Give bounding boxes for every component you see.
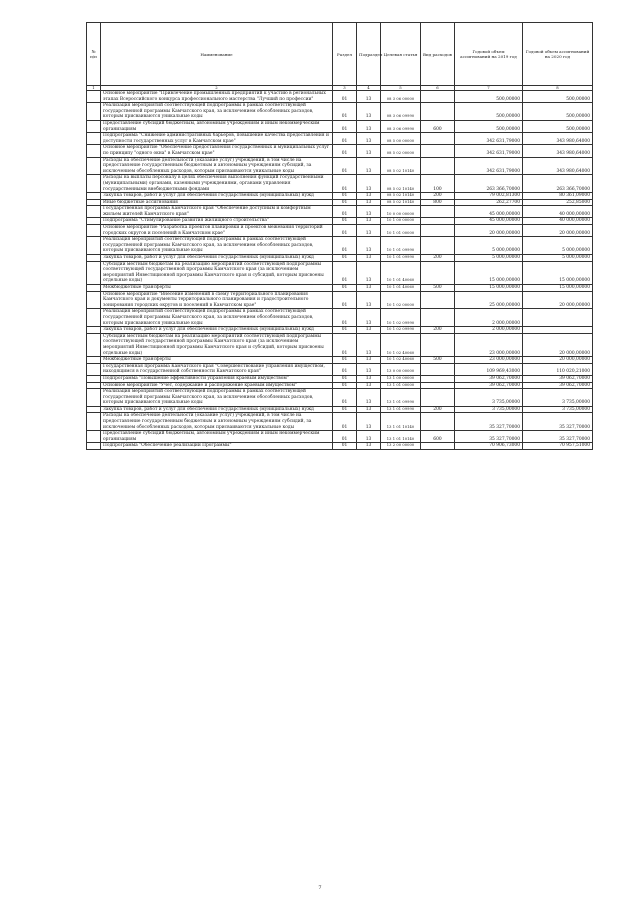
row-expense-type-cell: 500: [421, 357, 455, 364]
row-number-cell: [87, 431, 101, 443]
row-amount-2019-cell: 15 000,00000: [455, 285, 523, 292]
row-expense-type-cell: [421, 333, 455, 356]
row-target-item-cell: 10 1 01 40060: [381, 285, 421, 292]
page-number: 7: [318, 885, 322, 891]
row-section-cell: 01: [333, 285, 357, 292]
row-amount-2019-cell: 45 000,00000: [455, 218, 523, 225]
row-target-item-cell: 10 1 01 00000: [381, 225, 421, 237]
row-expense-type-cell: [421, 206, 455, 218]
column-number: 7: [455, 86, 523, 91]
row-section-cell: 01: [333, 406, 357, 413]
row-number-cell: [87, 309, 101, 327]
header-target-item: Целевая статья: [381, 23, 421, 86]
row-subsection-cell: 13: [357, 103, 381, 121]
row-section-cell: 01: [333, 363, 357, 375]
column-number: 1: [87, 86, 101, 91]
row-subsection-cell: 13: [357, 309, 381, 327]
row-amount-2020-cell: 110 020,21000: [523, 363, 593, 375]
row-subsection-cell: 13: [357, 133, 381, 145]
row-name-cell: Основное мероприятие "Обеспечение предоставления государственных и муниципальных услуг по принципу "одного окна" в Камчатском крае": [101, 145, 333, 157]
row-subsection-cell: 13: [357, 431, 381, 443]
header-subsection: Подраздел: [357, 23, 381, 86]
row-amount-2019-cell: 25 000,00000: [455, 291, 523, 309]
row-amount-2020-cell: 5 000,00000: [523, 255, 593, 262]
row-target-item-cell: 13 0 00 00000: [381, 363, 421, 375]
row-amount-2019-cell: 500,00000: [455, 103, 523, 121]
row-name-cell: Основное мероприятие "Внесение изменений в схему территориального планирования Камчатского края и документы территориального планирования и градостроительного зонирования городских округов и поселений в Камчатском крае": [101, 291, 333, 309]
row-target-item-cell: 10 1 01 40060: [381, 261, 421, 284]
row-number-cell: [87, 261, 101, 284]
row-name-cell: Реализация мероприятий соответствующей подпрограммы в рамках соответствующей государственной программы Камчатского края, за исключением обособленных расходов, которым присваиваются уникальные коды: [101, 309, 333, 327]
row-number-cell: [87, 443, 101, 450]
row-target-item-cell: 08 5 00 00000: [381, 133, 421, 145]
row-amount-2019-cell: 342 631,79000: [455, 157, 523, 175]
table-row: [87, 255, 593, 262]
row-name-cell: Подпрограмма "Снижение административных барьеров, повышение качества предоставления и доступности государственных услуг в Камчатском крае": [101, 133, 333, 145]
row-expense-type-cell: [421, 375, 455, 382]
column-number: 6: [421, 86, 455, 91]
row-name-cell: Расходы на обеспечение деятельности (оказание услуг) учреждений, в том числе на предоставление государственным бюджетным и автономным учреждениям субсидий, за исключением обособленных расходов, которым присваиваются уникальные коды: [101, 157, 333, 175]
row-amount-2020-cell: 3 735,00000: [523, 406, 593, 413]
column-number: 2: [101, 86, 333, 91]
row-number-cell: [87, 145, 101, 157]
row-expense-type-cell: [421, 145, 455, 157]
row-section-cell: 01: [333, 218, 357, 225]
row-amount-2019-cell: 23 000,00000: [455, 357, 523, 364]
row-number-cell: [87, 91, 101, 103]
row-section-cell: 01: [333, 103, 357, 121]
row-target-item-cell: 10 1 00 00000: [381, 218, 421, 225]
row-target-item-cell: 10 1 02 09990: [381, 309, 421, 327]
row-expense-type-cell: [421, 133, 455, 145]
row-subsection-cell: 13: [357, 255, 381, 262]
row-expense-type-cell: [421, 291, 455, 309]
row-target-item-cell: 08 5 02 10140: [381, 199, 421, 206]
row-expense-type-cell: 200: [421, 327, 455, 334]
row-section-cell: 01: [333, 357, 357, 364]
row-target-item-cell: 13 1 01 10140: [381, 431, 421, 443]
row-number-cell: [87, 406, 101, 413]
row-number-cell: [87, 133, 101, 145]
table-row: [87, 382, 593, 389]
row-section-cell: 01: [333, 145, 357, 157]
row-amount-2020-cell: 20 000,00000: [523, 333, 593, 356]
row-name-cell: Реализация мероприятий соответствующей подпрограммы в рамках соответствующей государственной программы Камчатского края, за исключением обособленных расходов, которым присваиваются уникальные коды: [101, 103, 333, 121]
table-row: [87, 357, 593, 364]
row-section-cell: 01: [333, 175, 357, 193]
row-subsection-cell: 13: [357, 120, 381, 132]
row-number-cell: [87, 255, 101, 262]
header-num: № п/п: [87, 23, 101, 86]
row-expense-type-cell: 800: [421, 199, 455, 206]
table-row: [87, 431, 593, 443]
row-subsection-cell: 13: [357, 413, 381, 431]
table-row: [87, 333, 593, 356]
row-section-cell: 01: [333, 91, 357, 103]
row-subsection-cell: 13: [357, 375, 381, 382]
row-amount-2020-cell: 35 327,70000: [523, 431, 593, 443]
row-amount-2019-cell: 262,27700: [455, 199, 523, 206]
row-section-cell: 01: [333, 237, 357, 255]
row-subsection-cell: 13: [357, 91, 381, 103]
row-number-cell: [87, 193, 101, 200]
row-amount-2019-cell: 500,00000: [455, 91, 523, 103]
row-amount-2020-cell: 20 000,00000: [523, 225, 593, 237]
row-amount-2020-cell: 80 361,09000: [523, 193, 593, 200]
row-number-cell: [87, 175, 101, 193]
row-target-item-cell: 10 1 02 09990: [381, 327, 421, 334]
row-section-cell: 01: [333, 133, 357, 145]
row-amount-2019-cell: 39 062,70000: [455, 375, 523, 382]
row-subsection-cell: 13: [357, 443, 381, 450]
table-row: [87, 443, 593, 450]
row-amount-2019-cell: 20 000,00000: [455, 225, 523, 237]
row-name-cell: Закупка товаров, работ и услуг для обеспечения государственных (муниципальных) нужд: [101, 193, 333, 200]
row-amount-2020-cell: 15 000,00000: [523, 285, 593, 292]
row-expense-type-cell: [421, 157, 455, 175]
header-amount-2019: Годовой объем ассигнований на 2019 год: [455, 23, 523, 86]
row-name-cell: Расходы на выплаты персоналу в целях обеспечения выполнения функций государственными (муниципальными) органами, казенными учреждениями, органами управления государственными внебюджетными фондами: [101, 175, 333, 193]
row-target-item-cell: 08 3 06 00000: [381, 91, 421, 103]
row-subsection-cell: 13: [357, 225, 381, 237]
row-amount-2019-cell: 39 062,70000: [455, 382, 523, 389]
row-number-cell: [87, 375, 101, 382]
row-number-cell: [87, 389, 101, 407]
row-amount-2019-cell: 35 327,70000: [455, 431, 523, 443]
table-row: [87, 218, 593, 225]
row-amount-2020-cell: 252,85000: [523, 199, 593, 206]
row-amount-2019-cell: 2 000,00000: [455, 327, 523, 334]
row-expense-type-cell: [421, 363, 455, 375]
row-amount-2020-cell: 39 062,70000: [523, 375, 593, 382]
row-name-cell: Подпрограмма "Обеспечение реализации Программы": [101, 443, 333, 450]
row-amount-2020-cell: 20 000,00000: [523, 291, 593, 309]
row-name-cell: Субсидии местным бюджетам на реализацию мероприятий соответствующей подпрограммы соответствующей государственной программы Камчатского края (за исключением мероприятий Инвестиционной программы Камчатского края и субсидий, которым присвоены отдельные коды): [101, 261, 333, 284]
row-amount-2019-cell: 15 000,00000: [455, 261, 523, 284]
row-section-cell: 01: [333, 382, 357, 389]
row-expense-type-cell: 200: [421, 406, 455, 413]
row-target-item-cell: 10 1 02 00000: [381, 291, 421, 309]
table-row: [87, 193, 593, 200]
row-name-cell: Реализация мероприятий соответствующей подпрограммы в рамках соответствующей государственной программы Камчатского края, за исключением обособленных расходов, которым присваиваются уникальные коды: [101, 389, 333, 407]
row-amount-2019-cell: 263 366,70000: [455, 175, 523, 193]
row-target-item-cell: 13 2 00 00000: [381, 443, 421, 450]
table-row: [87, 91, 593, 103]
row-number-cell: [87, 285, 101, 292]
row-subsection-cell: 13: [357, 175, 381, 193]
row-target-item-cell: 13 1 01 00000: [381, 382, 421, 389]
row-number-cell: [87, 199, 101, 206]
row-amount-2020-cell: 500,00000: [523, 103, 593, 121]
row-section-cell: 01: [333, 333, 357, 356]
column-number: 8: [523, 86, 593, 91]
row-target-item-cell: 10 0 00 00000: [381, 206, 421, 218]
row-expense-type-cell: [421, 103, 455, 121]
row-number-cell: [87, 363, 101, 375]
row-name-cell: Реализация мероприятий соответствующей подпрограммы в рамках соответствующей государственной программы Камчатского края, за исключением обособленных расходов, которым присваиваются уникальные коды: [101, 237, 333, 255]
row-name-cell: Закупка товаров, работ и услуг для обеспечения государственных (муниципальных) нужд: [101, 255, 333, 262]
row-amount-2020-cell: 343 980,64000: [523, 133, 593, 145]
row-subsection-cell: 13: [357, 261, 381, 284]
row-target-item-cell: 10 1 01 09990: [381, 255, 421, 262]
column-number: 4: [357, 86, 381, 91]
table-row: [87, 309, 593, 327]
row-number-cell: [87, 382, 101, 389]
row-expense-type-cell: 600: [421, 431, 455, 443]
row-target-item-cell: 13 1 01 09990: [381, 406, 421, 413]
row-expense-type-cell: [421, 309, 455, 327]
row-number-cell: [87, 333, 101, 356]
table-row: [87, 327, 593, 334]
row-expense-type-cell: [421, 91, 455, 103]
row-expense-type-cell: [421, 261, 455, 284]
row-target-item-cell: 10 1 01 09990: [381, 237, 421, 255]
row-subsection-cell: 13: [357, 333, 381, 356]
row-subsection-cell: 13: [357, 145, 381, 157]
row-name-cell: Подпрограмма "Стимулирование развития жилищного строительства": [101, 218, 333, 225]
table-row: [87, 120, 593, 132]
table-row: [87, 291, 593, 309]
row-amount-2019-cell: 500,00000: [455, 120, 523, 132]
row-target-item-cell: 13 1 01 09990: [381, 389, 421, 407]
header-section: Раздел: [333, 23, 357, 86]
table-body: [87, 91, 593, 450]
row-amount-2020-cell: 500,00000: [523, 91, 593, 103]
row-section-cell: 01: [333, 206, 357, 218]
row-amount-2020-cell: 15 000,00000: [523, 261, 593, 284]
row-target-item-cell: 08 3 06 09990: [381, 103, 421, 121]
row-name-cell: Закупка товаров, работ и услуг для обеспечения государственных (муниципальных) нужд: [101, 327, 333, 334]
table-row: [87, 225, 593, 237]
row-section-cell: 01: [333, 431, 357, 443]
table-row: [87, 175, 593, 193]
header-row: [87, 23, 593, 86]
row-name-cell: Субсидии местным бюджетам на реализацию мероприятий соответствующей подпрограммы соответствующей государственной программы Камчатского края (за исключением мероприятий Инвестиционной программы Камчатского края и субсидий, которым присвоены отдельные коды): [101, 333, 333, 356]
row-amount-2019-cell: 3 735,00000: [455, 406, 523, 413]
row-name-cell: Межбюджетные трансферты: [101, 285, 333, 292]
row-section-cell: 01: [333, 120, 357, 132]
row-subsection-cell: 13: [357, 363, 381, 375]
row-number-cell: [87, 157, 101, 175]
row-expense-type-cell: [421, 225, 455, 237]
row-name-cell: Основное мероприятие "Учет, содержание и распоряжение краевым имуществом": [101, 382, 333, 389]
row-target-item-cell: 10 1 02 40060: [381, 357, 421, 364]
row-expense-type-cell: [421, 413, 455, 431]
row-subsection-cell: 13: [357, 237, 381, 255]
row-section-cell: 01: [333, 309, 357, 327]
row-target-item-cell: 08 5 02 10140: [381, 175, 421, 193]
row-subsection-cell: 13: [357, 406, 381, 413]
table-row: [87, 157, 593, 175]
row-section-cell: 01: [333, 199, 357, 206]
row-expense-type-cell: 600: [421, 120, 455, 132]
row-subsection-cell: 13: [357, 193, 381, 200]
table-row: [87, 206, 593, 218]
row-amount-2019-cell: 342 631,79000: [455, 145, 523, 157]
column-number: 3: [333, 86, 357, 91]
row-name-cell: Основное мероприятие "Разработка проектов планировки и проектов межевания территорий городских округов и поселений в Камчатском крае": [101, 225, 333, 237]
row-subsection-cell: 13: [357, 206, 381, 218]
table-row: [87, 285, 593, 292]
row-amount-2019-cell: 35 327,70000: [455, 413, 523, 431]
row-expense-type-cell: [421, 237, 455, 255]
column-number: 5: [381, 86, 421, 91]
row-subsection-cell: 13: [357, 382, 381, 389]
row-name-cell: Предоставление субсидий бюджетным, автономным учреждениям и иным некоммерческим организациям: [101, 431, 333, 443]
row-expense-type-cell: 200: [421, 255, 455, 262]
row-number-cell: [87, 206, 101, 218]
row-subsection-cell: 13: [357, 199, 381, 206]
row-amount-2020-cell: 3 735,00000: [523, 389, 593, 407]
row-target-item-cell: 10 1 02 40060: [381, 333, 421, 356]
row-expense-type-cell: 200: [421, 193, 455, 200]
row-amount-2019-cell: 70 906,73000: [455, 443, 523, 450]
row-subsection-cell: 13: [357, 357, 381, 364]
row-name-cell: Расходы на обеспечение деятельности (оказание услуг) учреждений, в том числе на предоставление государственным бюджетным и автономным учреждениям субсидий, за исключением обособленных расходов, которым присваиваются уникальные коды: [101, 413, 333, 431]
row-target-item-cell: 08 5 02 10140: [381, 193, 421, 200]
row-amount-2020-cell: 343 980,64000: [523, 157, 593, 175]
row-name-cell: Закупка товаров, работ и услуг для обеспечения государственных (муниципальных) нужд: [101, 406, 333, 413]
row-subsection-cell: 13: [357, 291, 381, 309]
table-row: [87, 199, 593, 206]
table-row: [87, 413, 593, 431]
row-amount-2020-cell: 20 000,00000: [523, 357, 593, 364]
row-expense-type-cell: [421, 443, 455, 450]
row-amount-2020-cell: 263 366,70000: [523, 175, 593, 193]
row-number-cell: [87, 225, 101, 237]
row-expense-type-cell: [421, 382, 455, 389]
table-row: [87, 389, 593, 407]
header-expense-type: Вид расходов: [421, 23, 455, 86]
row-target-item-cell: 08 5 02 00000: [381, 145, 421, 157]
row-section-cell: 01: [333, 291, 357, 309]
row-name-cell: Межбюджетные трансферты: [101, 357, 333, 364]
row-section-cell: 01: [333, 389, 357, 407]
row-amount-2019-cell: 3 735,00000: [455, 389, 523, 407]
row-section-cell: 01: [333, 327, 357, 334]
row-number-cell: [87, 357, 101, 364]
row-section-cell: 01: [333, 375, 357, 382]
row-amount-2020-cell: [523, 327, 593, 334]
row-amount-2020-cell: 35 327,70000: [523, 413, 593, 431]
row-name-cell: Основное мероприятие "Привлечение промышленных предприятий к участию в региональных этапах Всероссийского конкурса профессионального мастерства "Лучший по профессии": [101, 91, 333, 103]
table-row: [87, 363, 593, 375]
row-amount-2019-cell: 342 631,79000: [455, 133, 523, 145]
row-amount-2020-cell: 40 000,00000: [523, 206, 593, 218]
row-amount-2019-cell: 23 000,00000: [455, 333, 523, 356]
row-section-cell: 01: [333, 157, 357, 175]
row-expense-type-cell: [421, 218, 455, 225]
row-amount-2019-cell: 79 002,81300: [455, 193, 523, 200]
row-expense-type-cell: 100: [421, 175, 455, 193]
row-section-cell: 01: [333, 261, 357, 284]
row-target-item-cell: 08 3 06 09990: [381, 120, 421, 132]
table-row: [87, 133, 593, 145]
row-amount-2020-cell: 40 000,00000: [523, 218, 593, 225]
row-subsection-cell: 13: [357, 285, 381, 292]
row-expense-type-cell: 500: [421, 285, 455, 292]
table-row: [87, 237, 593, 255]
row-amount-2019-cell: 2 000,00000: [455, 309, 523, 327]
row-target-item-cell: 13 1 01 10140: [381, 413, 421, 431]
header-amount-2020: Годовой объем ассигнований на 2020 год: [523, 23, 593, 86]
row-number-cell: [87, 291, 101, 309]
row-subsection-cell: 13: [357, 327, 381, 334]
row-number-cell: [87, 218, 101, 225]
table-row: [87, 145, 593, 157]
row-amount-2020-cell: 39 062,70000: [523, 382, 593, 389]
row-amount-2020-cell: 5 000,00000: [523, 237, 593, 255]
budget-table: [86, 22, 593, 450]
header-name: Наименование: [101, 23, 333, 86]
row-name-cell: Государственная программа Камчатского края "Совершенствование управления имуществом, находящимся в государственной собственности Камчатского края": [101, 363, 333, 375]
row-subsection-cell: 13: [357, 218, 381, 225]
row-subsection-cell: 13: [357, 389, 381, 407]
row-target-item-cell: 13 1 00 00000: [381, 375, 421, 382]
row-number-cell: [87, 120, 101, 132]
row-number-cell: [87, 413, 101, 431]
row-section-cell: 01: [333, 193, 357, 200]
row-name-cell: Государственная программа Камчатского края "Обеспечение доступным и комфортным жильем жителей Камчатского края": [101, 206, 333, 218]
row-amount-2020-cell: 70 957,51000: [523, 443, 593, 450]
row-amount-2020-cell: 343 980,64000: [523, 145, 593, 157]
row-number-cell: [87, 327, 101, 334]
row-amount-2019-cell: 5 000,00000: [455, 255, 523, 262]
row-section-cell: 01: [333, 225, 357, 237]
table-row: [87, 261, 593, 284]
table-row: [87, 103, 593, 121]
row-amount-2020-cell: 500,00000: [523, 120, 593, 132]
row-number-cell: [87, 237, 101, 255]
row-amount-2019-cell: 5 000,00000: [455, 237, 523, 255]
row-amount-2020-cell: [523, 309, 593, 327]
table-row: [87, 375, 593, 382]
row-target-item-cell: 08 5 02 10140: [381, 157, 421, 175]
row-name-cell: Иные бюджетные ассигнования: [101, 199, 333, 206]
row-section-cell: 01: [333, 255, 357, 262]
row-amount-2019-cell: 45 000,00000: [455, 206, 523, 218]
table-row: [87, 406, 593, 413]
row-section-cell: 01: [333, 443, 357, 450]
row-name-cell: Предоставление субсидий бюджетным, автономным учреждениям и иным некоммерческим организациям: [101, 120, 333, 132]
row-amount-2019-cell: 109 969,43000: [455, 363, 523, 375]
row-number-cell: [87, 103, 101, 121]
row-expense-type-cell: [421, 389, 455, 407]
row-subsection-cell: 13: [357, 157, 381, 175]
row-name-cell: Подпрограмма "Повышение эффективности управления краевым имуществом": [101, 375, 333, 382]
row-section-cell: 01: [333, 413, 357, 431]
